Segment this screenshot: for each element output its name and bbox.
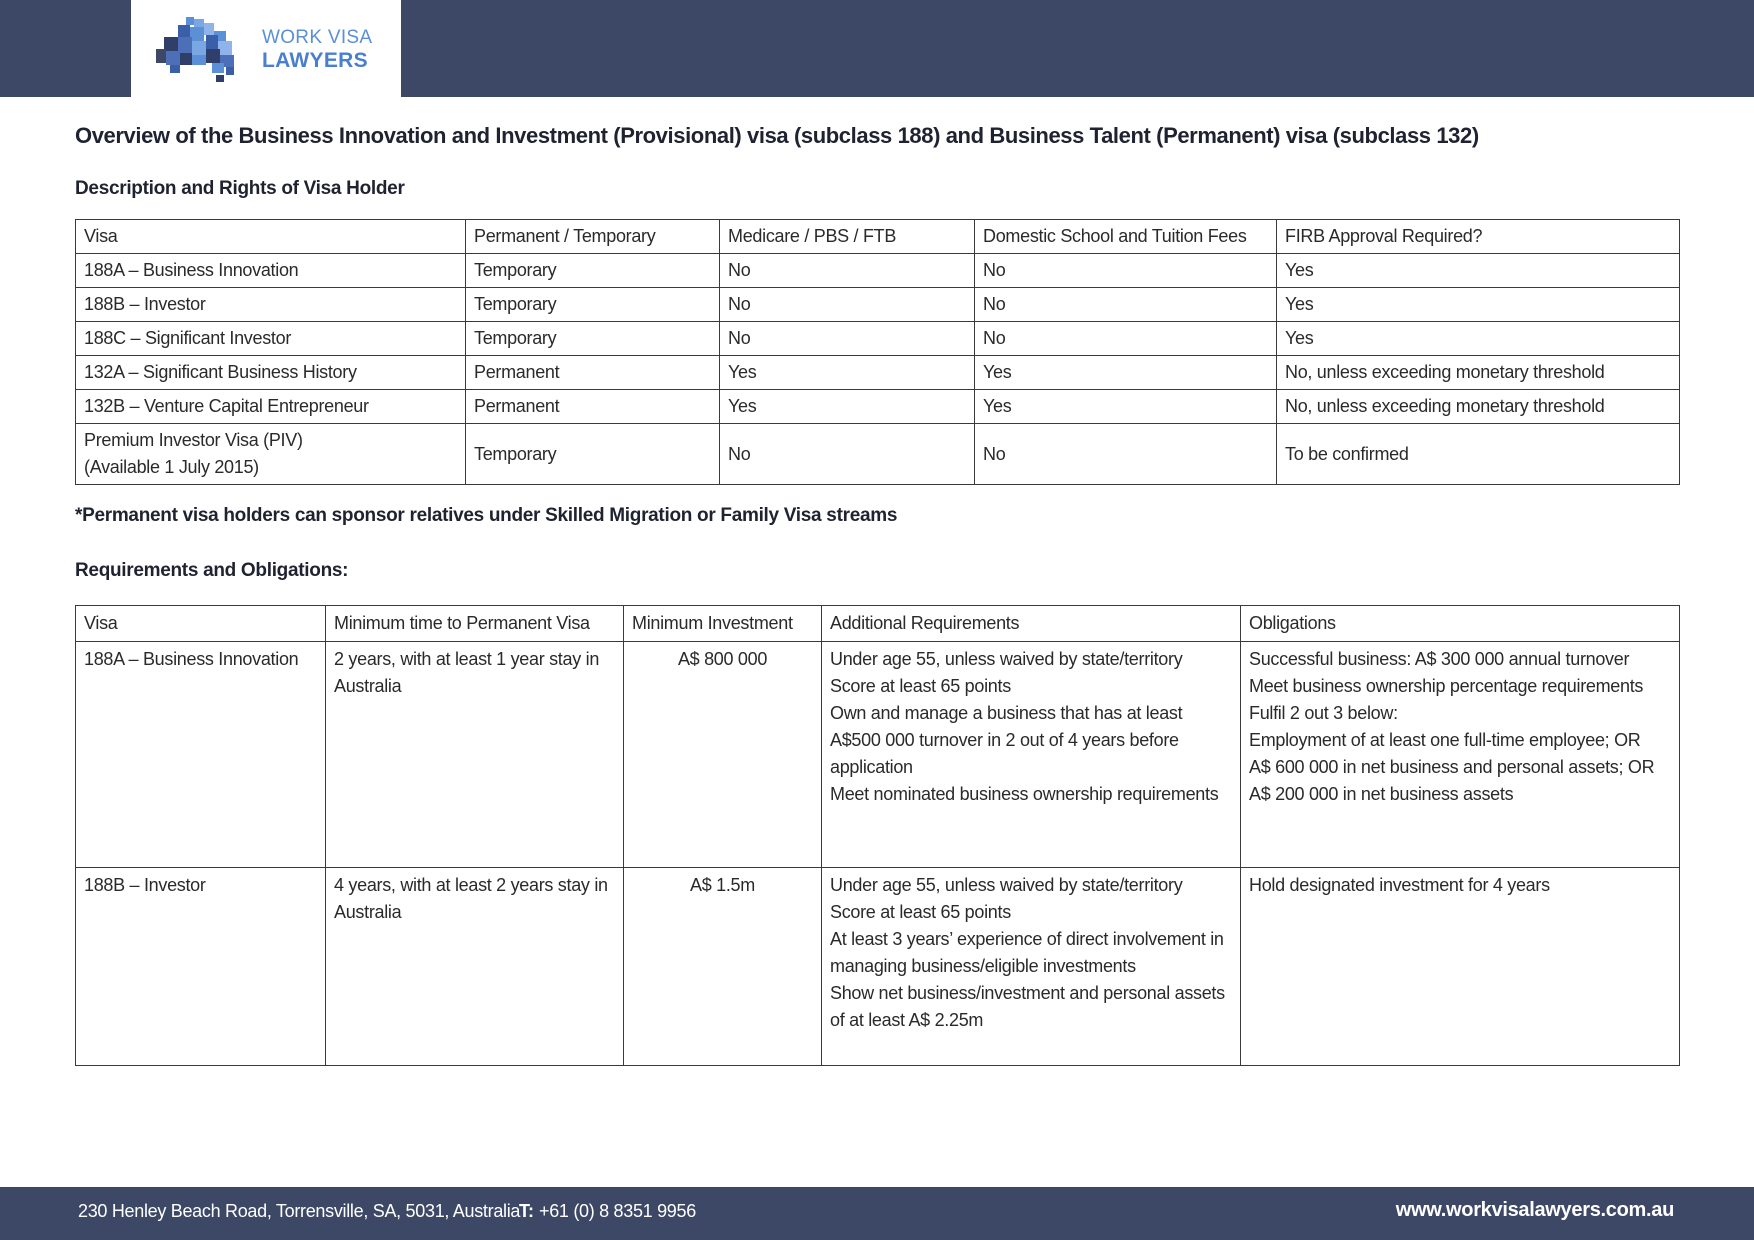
column-header: FIRB Approval Required? (1277, 220, 1680, 254)
table-cell: To be confirmed (1277, 424, 1680, 485)
column-header: Domestic School and Tuition Fees (975, 220, 1277, 254)
table-cell: No (720, 322, 975, 356)
requirement-item: Score at least 65 points (830, 676, 1011, 696)
table-cell (822, 868, 1241, 1066)
obligation-item: Fulfil 2 out 3 below: (1249, 703, 1398, 723)
table-cell: Yes (720, 390, 975, 424)
table-cell: Yes (1277, 322, 1680, 356)
column-header: Permanent / Temporary (466, 220, 720, 254)
requirement-item: Under age 55, unless waived by state/territory (830, 649, 1183, 669)
table-row (76, 424, 1680, 485)
table-cell: Temporary (466, 424, 720, 485)
table-cell: Yes (975, 356, 1277, 390)
table-cell (1241, 868, 1680, 1066)
table-cell: 132A – Significant Business History (76, 356, 466, 390)
table-row (76, 322, 1680, 356)
column-header: Medicare / PBS / FTB (720, 220, 975, 254)
table-cell: No (975, 322, 1277, 356)
table-cell (1241, 642, 1680, 868)
table-cell: Yes (975, 390, 1277, 424)
table-cell (822, 642, 1241, 868)
table-row (76, 390, 1680, 424)
table-cell: No (975, 254, 1277, 288)
table-cell (76, 424, 466, 485)
obligation-item: Meet business ownership percentage requirements (1249, 676, 1644, 696)
table-row (76, 642, 1680, 868)
table-cell: 4 years, with at least 2 years stay in Australia (326, 868, 624, 1066)
column-header: Obligations (1241, 606, 1680, 642)
piv-visa-line2: (Available 1 July 2015) (84, 457, 259, 477)
table-cell: 188A – Business Innovation (76, 254, 466, 288)
table-cell: No (975, 288, 1277, 322)
table-cell: A$ 800 000 (624, 642, 822, 868)
requirements-table (75, 605, 1680, 1066)
column-header: Visa (76, 220, 466, 254)
footer-phone-label: T: (519, 1201, 534, 1221)
footer-website-link[interactable]: www.workvisalawyers.com.au (1395, 1199, 1674, 1221)
table-cell: No (975, 424, 1277, 485)
requirement-item: At least 3 years’ experience of direct involvement in managing business/eligible investments (830, 929, 1224, 976)
table-cell: 132B – Venture Capital Entrepreneur (76, 390, 466, 424)
table-header-row (76, 220, 1680, 254)
obligation-item: Employment of at least one full-time employee; OR (1249, 730, 1641, 750)
footer-phone[interactable]: +61 (0) 8 8351 9956 (539, 1201, 696, 1221)
rights-table (75, 219, 1680, 485)
page-title: Overview of the Business Innovation and Investment (Provisional) visa (subclass 188) and Business Talent (Permanent) visa (subclass 132) (75, 123, 1479, 148)
column-header: Visa (76, 606, 326, 642)
table-cell: Temporary (466, 288, 720, 322)
table-cell: 188B – Investor (76, 868, 326, 1066)
requirement-item: Own and manage a business that has at least A$500 000 turnover in 2 out of 4 years before application (830, 703, 1183, 777)
column-header: Additional Requirements (822, 606, 1241, 642)
logo-text-work-visa: WORK VISA (262, 27, 373, 48)
table-row (76, 356, 1680, 390)
table-cell: 2 years, with at least 1 year stay in Australia (326, 642, 624, 868)
table-cell: A$ 1.5m (624, 868, 822, 1066)
requirement-item: Show net business/investment and personal assets of at least A$ 2.25m (830, 983, 1225, 1030)
logo-text-lawyers: LAWYERS (262, 49, 368, 72)
footer-address: 230 Henley Beach Road, Torrensville, SA, 5031, Australia (78, 1201, 521, 1221)
table-row (76, 254, 1680, 288)
obligation-item: Hold designated investment for 4 years (1249, 875, 1550, 895)
requirement-item: Score at least 65 points (830, 902, 1011, 922)
column-header: Minimum Investment (624, 606, 822, 642)
requirement-item: Meet nominated business ownership requirements (830, 784, 1219, 804)
obligation-item: A$ 200 000 in net business assets (1249, 784, 1514, 804)
rights-section-heading: Description and Rights of Visa Holder (75, 178, 405, 199)
piv-visa-line1: Premium Investor Visa (PIV) (84, 430, 303, 450)
table-row (76, 868, 1680, 1066)
table-cell: Yes (1277, 288, 1680, 322)
obligation-item: Successful business: A$ 300 000 annual turnover (1249, 649, 1630, 669)
requirements-section-heading: Requirements and Obligations: (75, 560, 349, 581)
table-cell: No, unless exceeding monetary threshold (1277, 390, 1680, 424)
table-cell: Permanent (466, 356, 720, 390)
table-cell: Permanent (466, 390, 720, 424)
table-cell: No (720, 424, 975, 485)
table-cell: Temporary (466, 322, 720, 356)
table-cell: 188A – Business Innovation (76, 642, 326, 868)
table-cell: No (720, 288, 975, 322)
table-cell: No, unless exceeding monetary threshold (1277, 356, 1680, 390)
obligation-item: A$ 600 000 in net business and personal assets; OR (1249, 757, 1655, 777)
table-header-row (76, 606, 1680, 642)
column-header: Minimum time to Permanent Visa (326, 606, 624, 642)
table-cell: No (720, 254, 975, 288)
table-cell: 188C – Significant Investor (76, 322, 466, 356)
table-cell: Temporary (466, 254, 720, 288)
table-cell: Yes (720, 356, 975, 390)
requirement-item: Under age 55, unless waived by state/territory (830, 875, 1183, 895)
table-cell: Yes (1277, 254, 1680, 288)
sponsor-note: *Permanent visa holders can sponsor relatives under Skilled Migration or Family Visa streams (75, 505, 898, 526)
australia-map-logo-icon (156, 17, 246, 82)
table-cell: 188B – Investor (76, 288, 466, 322)
table-row (76, 288, 1680, 322)
